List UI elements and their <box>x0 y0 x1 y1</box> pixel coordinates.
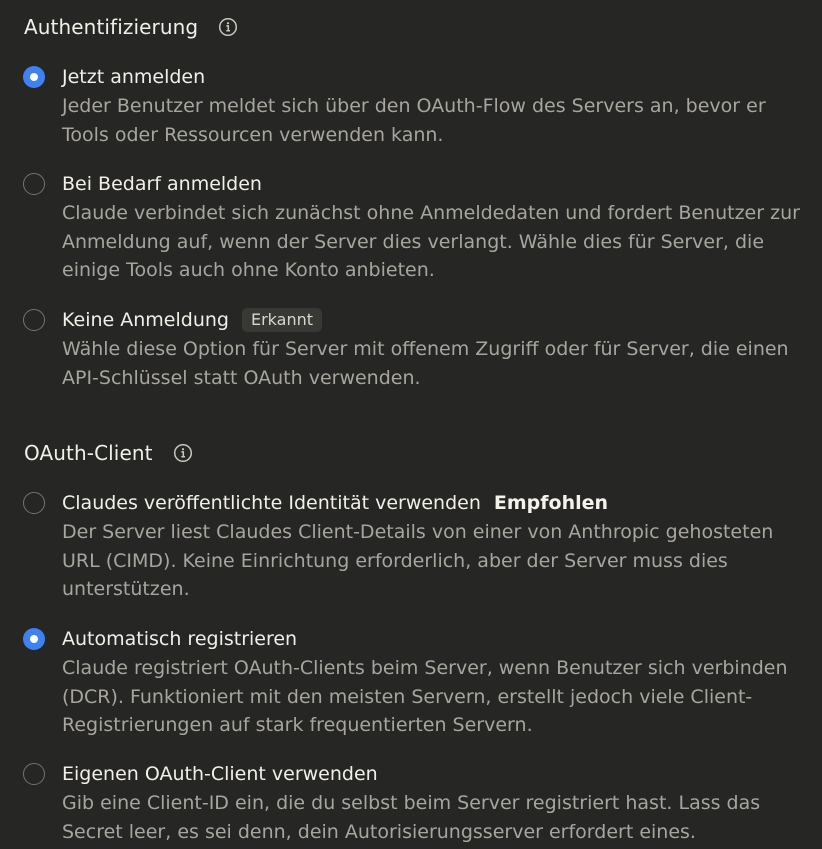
oauth-option-custom-client[interactable] <box>23 760 802 846</box>
radio-custom-client[interactable] <box>23 763 45 785</box>
option-label: Automatisch registrieren <box>62 628 298 650</box>
option-label: Claudes veröffentlichte Identität verwenden <box>62 492 481 514</box>
auth-option-login-now[interactable] <box>23 63 802 149</box>
auth-option-no-login[interactable] <box>23 306 802 392</box>
oauth-section-header <box>24 438 193 468</box>
option-label: Eigenen OAuth-Client verwenden <box>62 763 378 785</box>
oauth-section-title: OAuth-Client <box>24 441 153 465</box>
detected-badge: Erkannt <box>242 308 322 332</box>
auth-section-header <box>24 12 238 42</box>
option-description: Der Server liest Claudes Client-Details von einer von Anthropic gehosteten URL (CIMD). Keine Einrichtung erforderlich, aber der Server muss dies unterstützen. <box>62 521 774 600</box>
oauth-option-published-identity[interactable] <box>23 489 802 604</box>
radio-no-login[interactable] <box>23 309 45 331</box>
option-description: Jeder Benutzer meldet sich über den OAuth-Flow des Servers an, bevor er Tools oder Ressourcen verwenden kann. <box>62 95 766 146</box>
option-label: Jetzt anmelden <box>62 66 206 88</box>
oauth-option-auto-register[interactable] <box>23 625 802 740</box>
radio-auto-register[interactable] <box>23 628 45 650</box>
auth-section-title: Authentifizierung <box>24 15 199 39</box>
radio-login-on-demand[interactable] <box>23 173 45 195</box>
recommended-label: Empfohlen <box>493 492 609 514</box>
option-description: Claude registriert OAuth-Clients beim Server, wenn Benutzer sich verbinden (DCR). Funktioniert mit den meisten Servern, erstellt jedoch viele Client-Registrierungen auf stark frequentierten Servern. <box>62 657 788 736</box>
option-label: Keine Anmeldung <box>62 309 229 331</box>
option-description: Gib eine Client-ID ein, die du selbst beim Server registriert hast. Lass das Secret leer, es sei denn, dein Autorisierungsserver erfordert eines. <box>62 792 761 843</box>
info-circle-icon[interactable] <box>218 17 238 37</box>
option-label: Bei Bedarf anmelden <box>62 173 262 195</box>
radio-published-identity[interactable] <box>23 492 45 514</box>
option-description: Claude verbindet sich zunächst ohne Anmeldedaten und fordert Benutzer zur Anmeldung auf, wenn der Server dies verlangt. Wähle dies für Server, die einige Tools auch ohne Konto anbieten. <box>62 202 800 281</box>
option-description: Wähle diese Option für Server mit offenem Zugriff oder für Server, die einen API-Schlüssel statt OAuth verwenden. <box>62 338 789 389</box>
info-circle-icon[interactable] <box>173 443 193 463</box>
radio-login-now[interactable] <box>23 66 45 88</box>
auth-option-login-on-demand[interactable] <box>23 170 802 285</box>
